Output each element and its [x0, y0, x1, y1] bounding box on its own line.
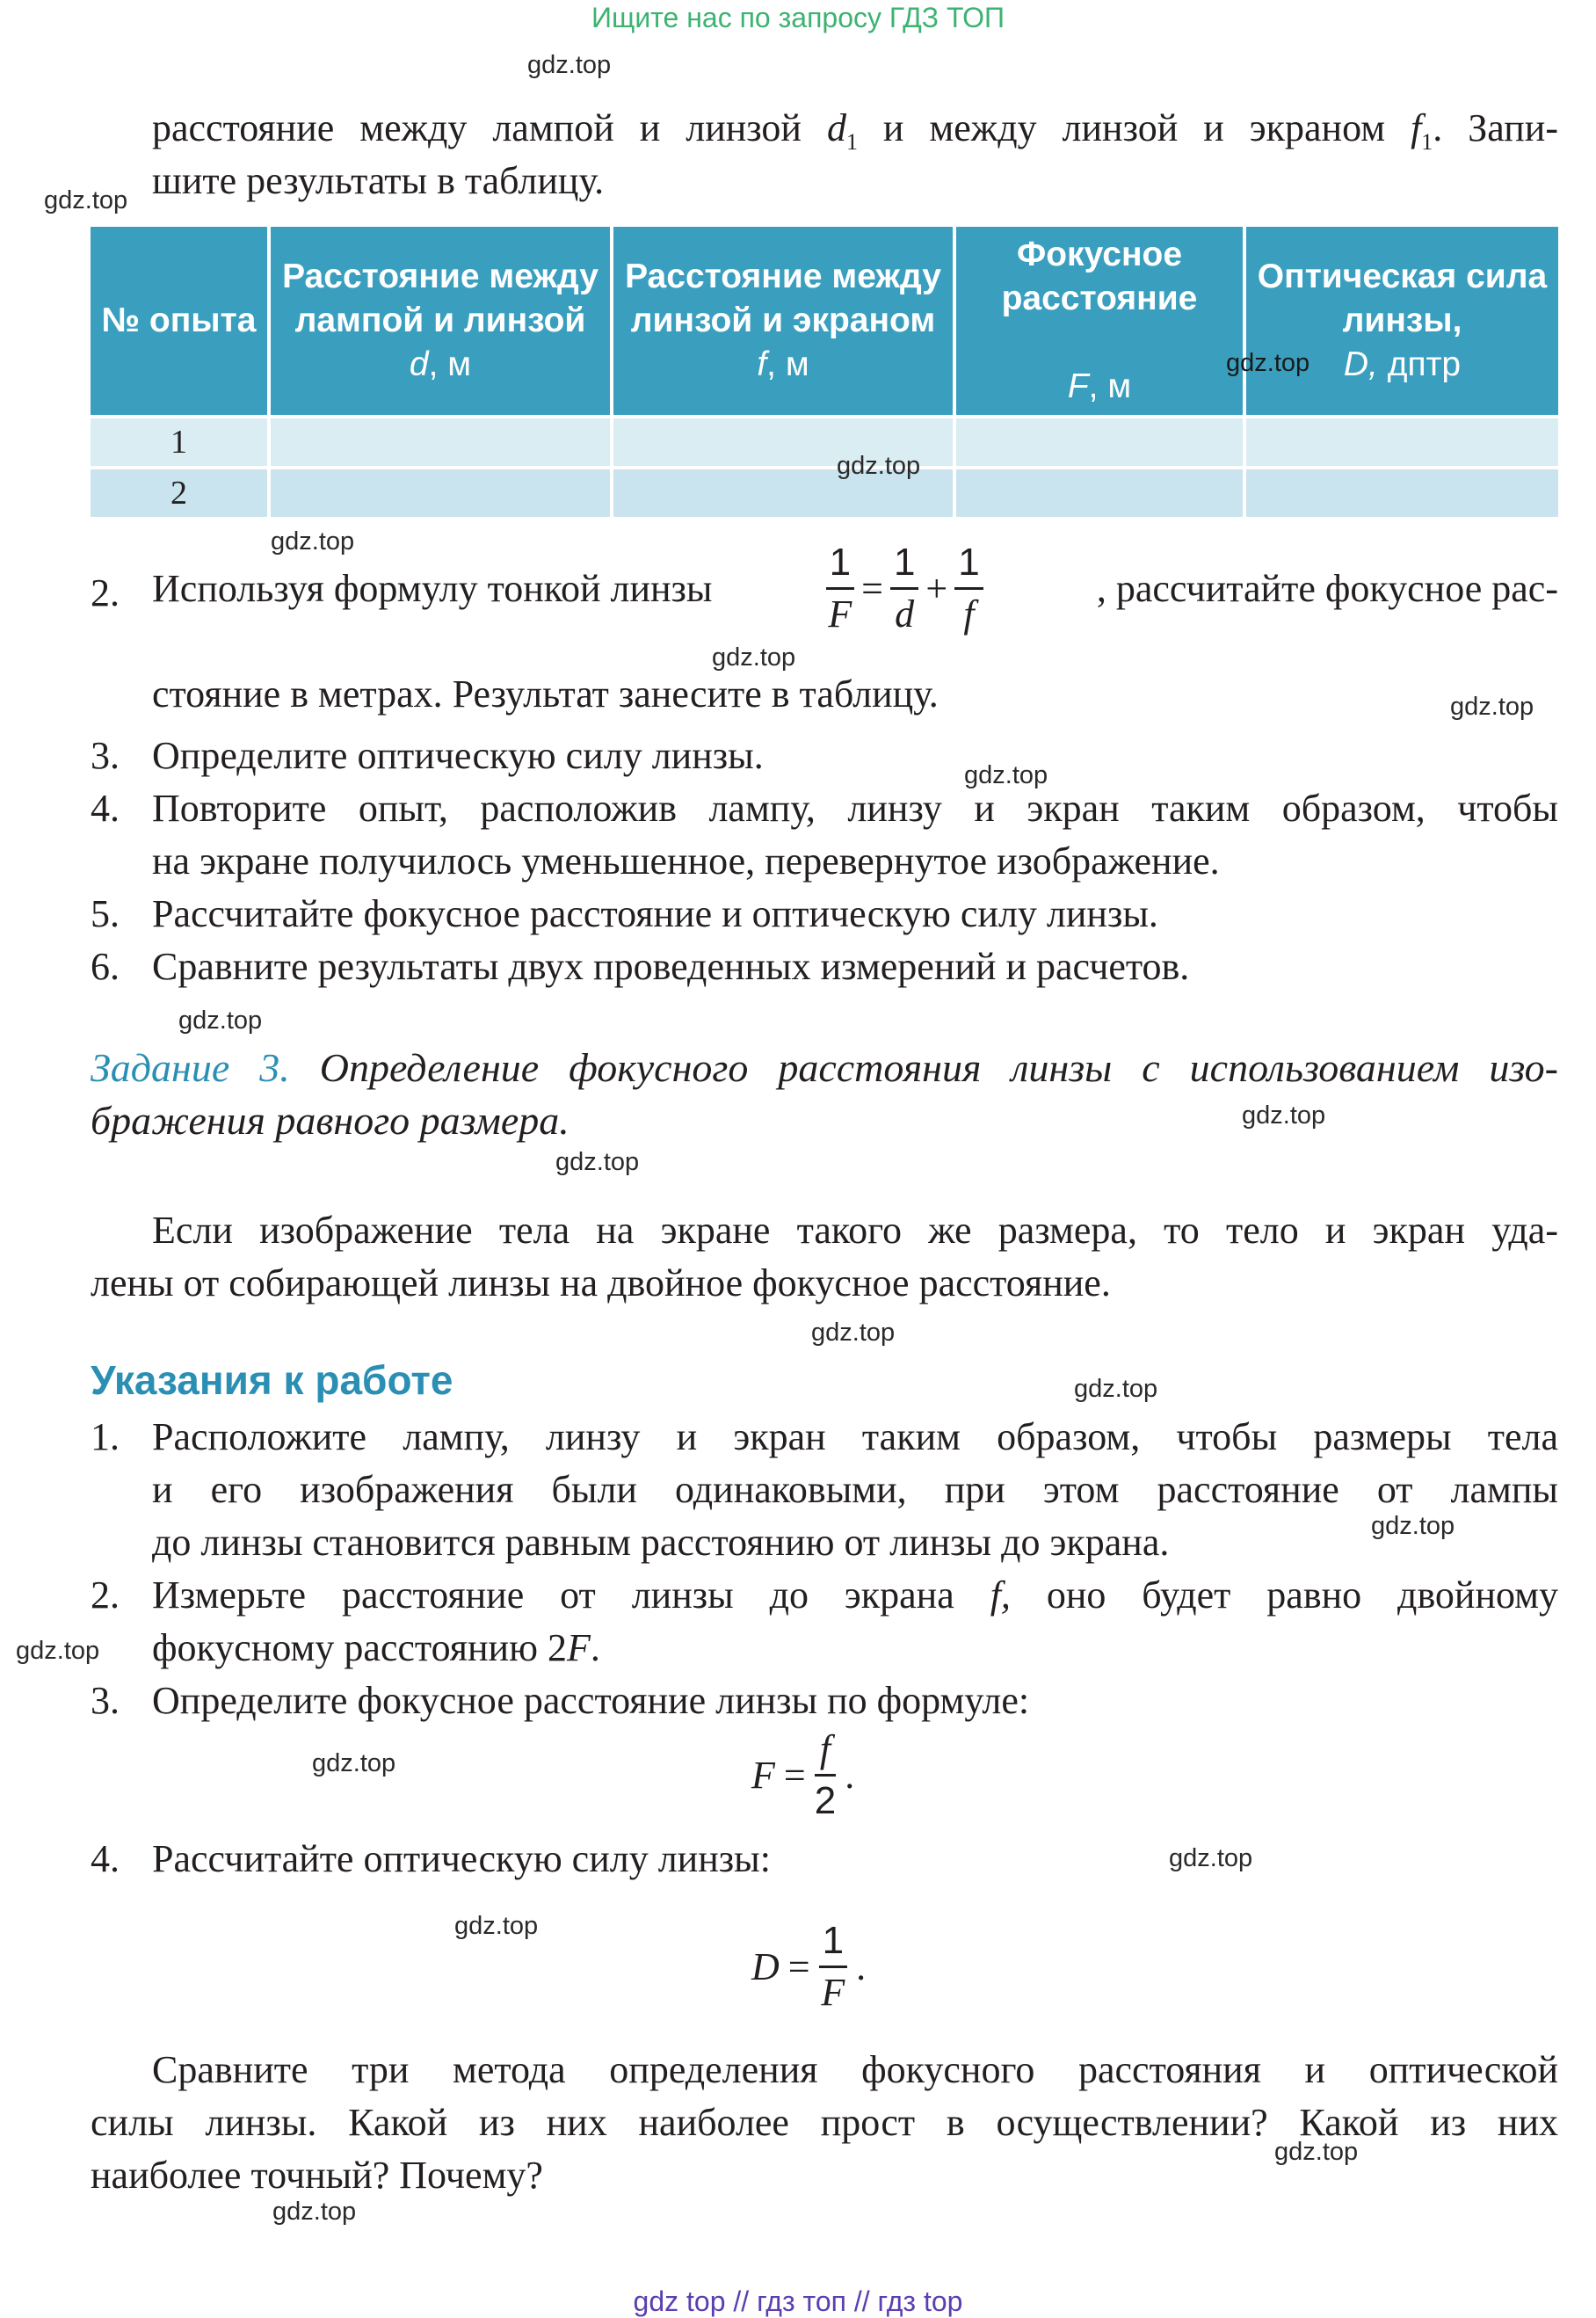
watermark: gdz.top — [44, 186, 128, 214]
focal-length-formula: F = $\frac{f}{2}$ . — [751, 1725, 854, 1826]
step-line: Определите фокусное расстояние линзы по формуле: — [152, 1679, 1030, 1722]
paragraph-line: Сравните три метода определения фокусного расстояния и оптической — [152, 2048, 1558, 2091]
step-line: и его изображения были одинаковыми, при этом расстояние от лампы — [152, 1468, 1558, 1511]
watermark: gdz.top — [1169, 1844, 1253, 1872]
paragraph-line: силы линзы. Какой из них наиболее прост в осуществлении? Какой из них — [91, 2101, 1558, 2144]
paragraph-line: Если изображение тела на экране такого же размера, то тело и экран уда- — [152, 1209, 1558, 1252]
task-3-heading: Задание 3. Определение фокусного расстояния линзы с использованием изо- — [91, 1045, 1558, 1090]
intro-line-2: шите результаты в таблицу. — [152, 159, 605, 202]
watermark: gdz.top — [1371, 1512, 1455, 1540]
watermark: gdz.top — [312, 1749, 396, 1777]
watermark: gdz.top — [178, 1006, 263, 1035]
task-3-heading-cont: бражения равного размера. — [91, 1098, 569, 1143]
watermark: gdz.top — [527, 51, 612, 79]
watermark: gdz.top — [1274, 2138, 1359, 2166]
table-row: 2 — [91, 468, 1558, 517]
step-number: 4. — [91, 1837, 120, 1880]
step-number: 3. — [91, 1679, 120, 1722]
table-header-cell: Расстояние между линзой и экраном f, м — [612, 227, 954, 417]
step-6-text: Сравните результаты двух проведенных измерений и расчетов. — [152, 945, 1190, 988]
watermark: gdz.top — [964, 761, 1048, 789]
watermark: gdz.top — [1226, 349, 1310, 377]
step-line: Расположите лампу, линзу и экран таким образом, чтобы размеры тела — [152, 1415, 1558, 1458]
watermark: gdz.top — [1450, 693, 1534, 721]
table-header-cell: № опыта — [91, 227, 269, 417]
optical-power-formula: D = $\frac{1}{F}$ . — [751, 1916, 866, 2017]
table-header-cell: Оптическая сила линзы, D, дптр — [1244, 227, 1558, 417]
thin-lens-formula: $\frac{1}{F}$ = $\frac{1}{d}$ + $\frac{1}{f}$ — [826, 538, 983, 639]
step-number: 6. — [91, 945, 120, 988]
step-number: 2. — [91, 1573, 120, 1617]
step-number: 3. — [91, 734, 120, 777]
step-4-line-2: на экране получилось уменьшенное, перевернутое изображение. — [152, 839, 1220, 883]
watermark: gdz.top — [555, 1148, 640, 1176]
step-number: 2. — [91, 571, 120, 614]
step-5-text: Рассчитайте фокусное расстояние и оптическую силу линзы. — [152, 892, 1158, 935]
step-2-line-1: Используя формулу тонкой линзы $\frac{1}{F}$ = $\frac{1}{d}$ + $\frac{1}{f}$ , рассчитайте фокусное рас- — [152, 538, 1558, 639]
watermark: gdz.top — [837, 452, 921, 480]
table-header-cell: Фокусное расстояние F, м — [954, 227, 1244, 417]
step-line: Рассчитайте оптическую силу линзы: — [152, 1837, 771, 1880]
footer-links[interactable]: gdz top // гдз топ // гдз top — [633, 2285, 963, 2317]
watermark: gdz.top — [811, 1319, 896, 1347]
paragraph-line: лены от собирающей линзы на двойное фокусное расстояние. — [91, 1261, 1111, 1304]
watermark: gdz.top — [16, 1637, 100, 1665]
step-number: 4. — [91, 787, 120, 830]
step-line: Измерьте расстояние от линзы до экрана f, оно будет равно двойному — [152, 1573, 1559, 1617]
table-header-cell: Расстояние между лампой и линзой d, м — [269, 227, 612, 417]
step-4-line-1: Повторите опыт, расположив лампу, линзу и экран таким образом, чтобы — [152, 787, 1558, 830]
watermark: gdz.top — [271, 527, 355, 556]
step-number: 1. — [91, 1415, 120, 1458]
step-number: 5. — [91, 892, 120, 935]
watermark: gdz.top — [1242, 1101, 1326, 1130]
results-table — [91, 227, 1558, 517]
section-heading: Указания к работе — [91, 1357, 453, 1403]
intro-line-1: расстояние между лампой и линзой $d_1$ и между линзой и экраном $f_1$. Запи- — [152, 106, 1558, 155]
table-row: 1 — [91, 417, 1558, 468]
step-2-line-2: стояние в метрах. Результат занесите в таблицу. — [152, 672, 939, 716]
step-line: до линзы становится равным расстоянию от линзы до экрана. — [152, 1521, 1170, 1564]
watermark: gdz.top — [1074, 1375, 1158, 1403]
watermark: gdz.top — [272, 2198, 357, 2226]
watermark: gdz.top — [712, 643, 796, 672]
step-3-text: Определите оптическую силу линзы. — [152, 734, 764, 777]
top-banner: Ищите нас по запросу ГДЗ ТОП — [591, 2, 1005, 33]
paragraph-line: наиболее точный? Почему? — [91, 2154, 543, 2197]
watermark: gdz.top — [454, 1912, 539, 1940]
step-line: фокусному расстоянию 2F. — [152, 1626, 600, 1669]
